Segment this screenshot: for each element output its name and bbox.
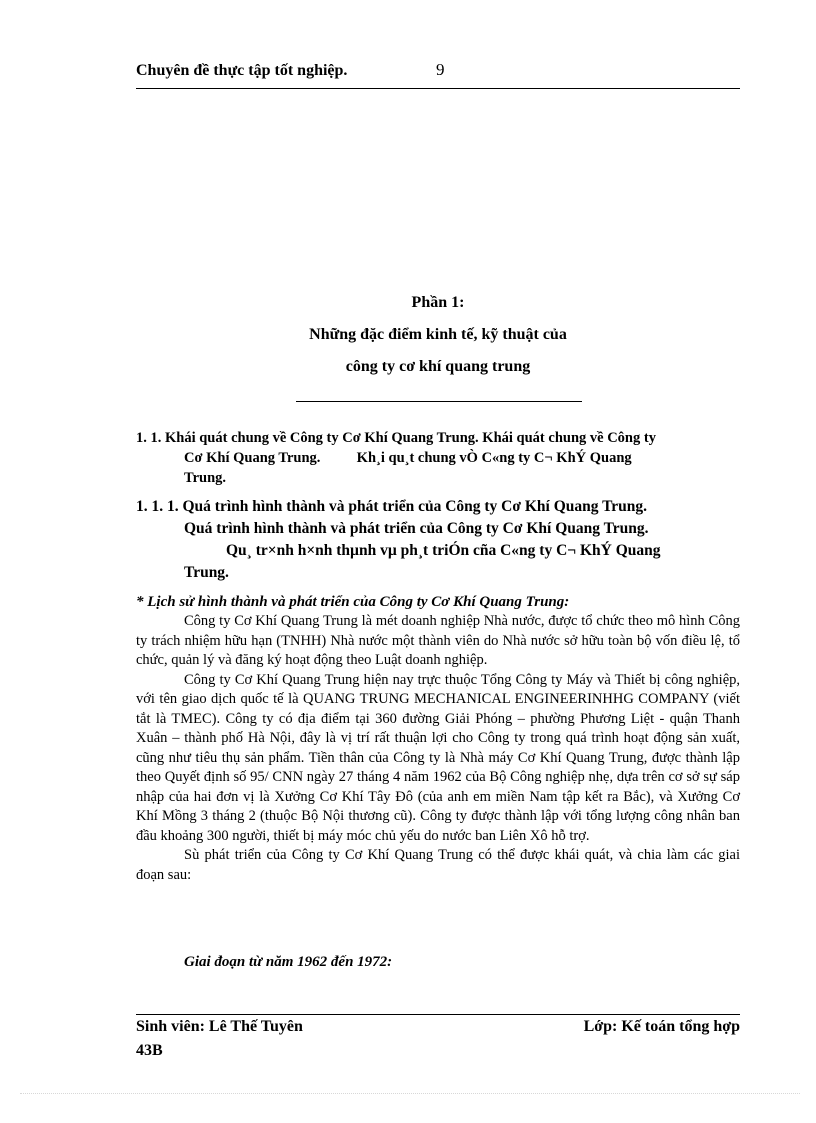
- part-title-line1: Những đặc điểm kinh tế, kỹ thuật của: [309, 326, 567, 343]
- footer-class-continued: 43B: [136, 1042, 163, 1059]
- paragraph: Công ty Cơ Khí Quang Trung hiện nay trực thuộc Tổng Công ty Máy và Thiết bị công nghiệp, với tên giao dịch quốc tế là QUANG TRUNG MECHANICAL ENGINEERINHHG COMPANY (viết tắt là TMEC). Công ty có địa điểm tại 360 đường Giải Phóng – phường Phương Liệt - quận Thanh Xuân – thành phố Hà Nội, đây là vị trí rất thuận lợi cho Công ty trong quá trình hoạt động sản xuất, cũng như tiêu thụ sản phẩm. Tiền thân của Công ty là Nhà máy Cơ Khí Quang Trung, được thành lập theo Quyết định số 95/ CNN ngày 27 tháng 4 năm 1962 của Bộ Công nghiệp nhẹ, dựa trên cơ sở sự sáp nhập của hai đơn vị là Xưởng Cơ Khí Tây Đô (của anh em miền Nam tập kết ra Bắc), và Xưởng Cơ Khí Mồng 3 tháng 2 (thuộc Bộ Nội thương cũ). Công ty được thành lập với tổng lượng công nhân ban đầu khoảng 300 người, thiết bị máy móc chủ yếu do nước ban Liên Xô hỗ trợ.: [136, 671, 740, 844]
- page-footer: [136, 1014, 740, 1059]
- part-title-line2: công ty cơ khí quang trung: [345, 358, 531, 375]
- footer-student: Sinh viên: Lê Thế Tuyên: [136, 1018, 303, 1035]
- heading-1-1: [136, 428, 740, 488]
- heading-1-1-1-line2: Quá trình hình thành và phát triển của Công ty Cơ Khí Quang Trung.: [184, 520, 649, 537]
- paragraph: Công ty Cơ Khí Quang Trung là mét doanh nghiệp Nhà nước, được tổ chức theo mô hình Công ty trách nhiệm hữu hạn (TNHH) Nhà nước một thành viên do Nhà nước sở hữu toàn bộ vốn điều lệ, tổ chức, quản lý và đăng ký hoạt động theo Luật doanh nghiệp.: [136, 613, 740, 668]
- footer-class: Lớp: Kế toán tổng hợp: [583, 1018, 740, 1035]
- heading-1-1-line2: Cơ Khí Quang Trung. Kh¸i qu¸t chung vÒ C«ng ty C¬ KhÝ Quang: [184, 450, 632, 466]
- heading-1-1-1-line3: Qu¸ tr×nh h×nh thµnh vµ ph¸t triÓn cña C«ng ty C¬ KhÝ Quang: [226, 542, 661, 559]
- heading-1-1-line1: 1. 1. Khái quát chung về Công ty Cơ Khí Quang Trung. Khái quát chung về Công ty: [136, 430, 656, 446]
- header-title: Chuyên đề thực tập tốt nghiệp.: [136, 62, 348, 79]
- page-bottom-dotted-line: [20, 1093, 800, 1094]
- page-header: [136, 60, 740, 89]
- part-label: Phần 1:: [411, 294, 465, 311]
- title-underline: [296, 401, 582, 402]
- heading-1-1-line3: Trung.: [184, 470, 227, 486]
- heading-1-1-1-line1: 1. 1. 1. Quá trình hình thành và phát triển của Công ty Cơ Khí Quang Trung.: [136, 498, 648, 515]
- history-title: * Lịch sử hình thành và phát triển của Công ty Cơ Khí Quang Trung:: [136, 594, 570, 610]
- heading-1-1-1: [136, 496, 740, 584]
- heading-1-1-1-line4: Trung.: [184, 564, 229, 581]
- body-text: [136, 612, 740, 885]
- paragraph: Sù phát triển của Công ty Cơ Khí Quang Trung có thể được khái quát, và chia làm các giai đoạn sau:: [136, 847, 740, 883]
- page-number: 9: [436, 60, 445, 79]
- subhead-period: Giai đoạn từ năm 1962 đến 1972:: [184, 954, 393, 970]
